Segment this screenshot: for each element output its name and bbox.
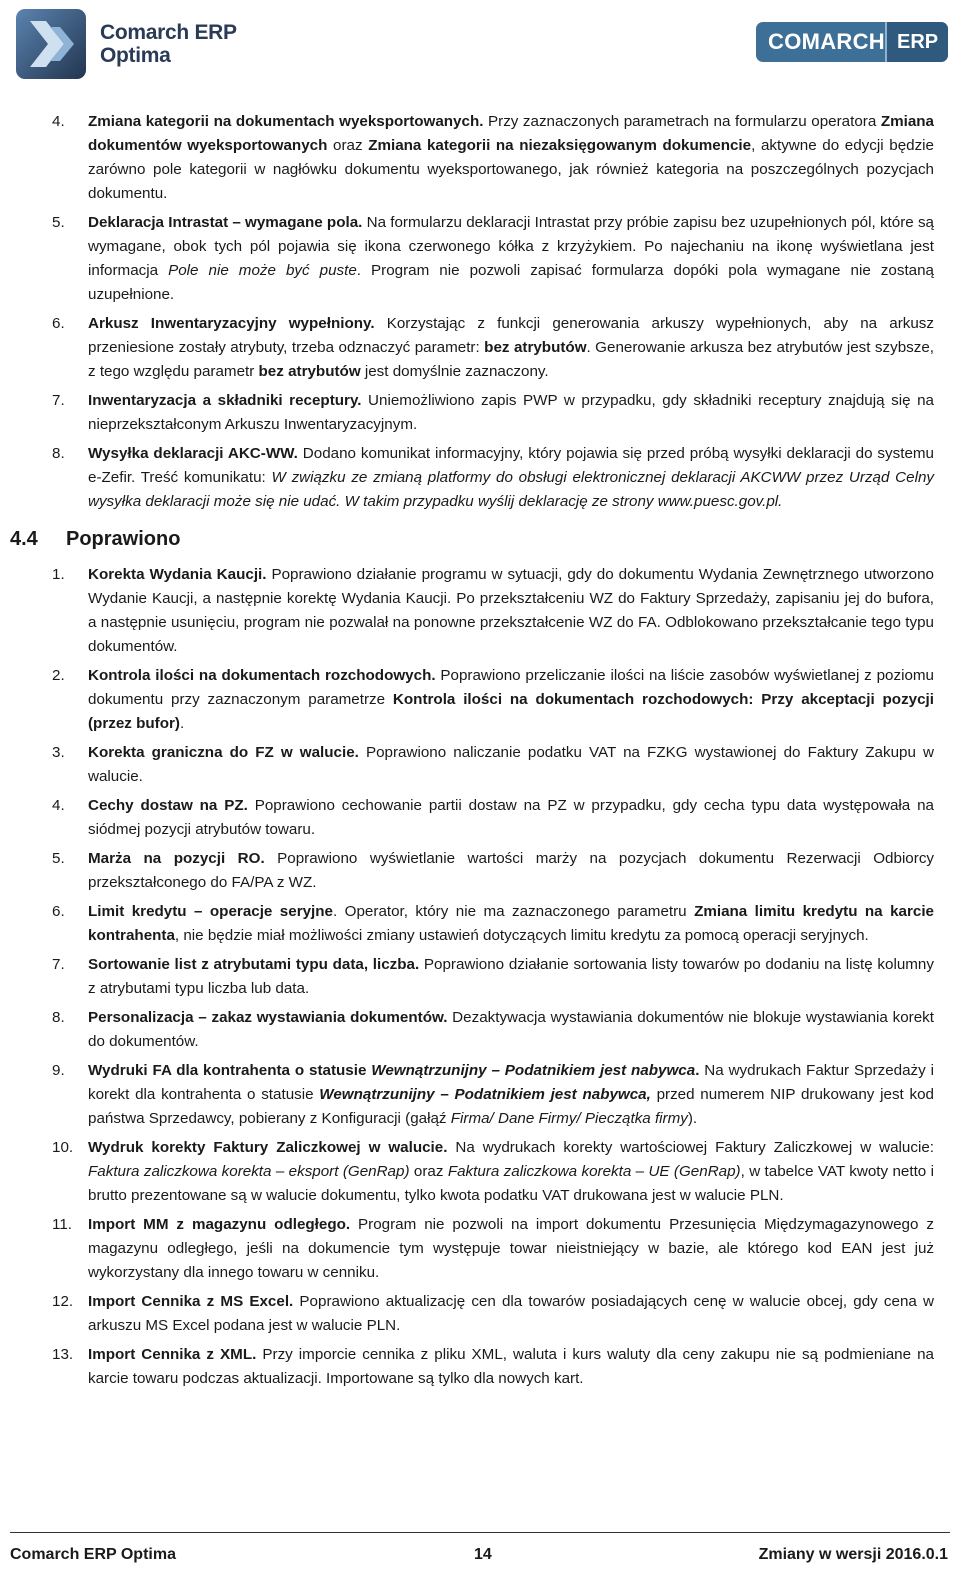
list-item — [0, 794, 960, 842]
item-emphasis: Import MM z magazynu odległego. — [88, 1216, 351, 1233]
list-item-number: 4. — [52, 113, 65, 130]
item-text: Poprawiono działanie sortowania listy towarów po dodaniu na listę kolumny z atrybutami typu liczba lub data. — [88, 956, 934, 997]
list-item-number: 5. — [52, 214, 65, 231]
item-text: , nie będzie miał możliwości zmiany ustawień dotyczących limitu kredytu za pomocą operacji seryjnych. — [174, 927, 869, 944]
item-emphasis: Korekta graniczna do FZ w walucie. — [88, 744, 359, 761]
list-item — [0, 1136, 960, 1208]
item-emphasis: Zmiana limitu kredytu na karcie kontrahenta — [88, 903, 934, 944]
item-text: . Operator, który nie ma zaznaczonego parametru — [333, 903, 695, 920]
item-emphasis: Kontrola ilości na dokumentach rozchodowych. — [88, 667, 436, 684]
list-item — [0, 1059, 960, 1131]
item-emphasis: Firma/ Dane Firmy/ Pieczątka firmy — [450, 1110, 688, 1127]
item-emphasis: Zmiana dokumentów wyeksportowanych — [88, 113, 934, 154]
footer-product-name: Comarch ERP Optima — [10, 1546, 176, 1563]
item-text: Poprawiono działanie programu w sytuacji, gdy do dokumentu Wydania Zewnętrznego utworzono Wydanie Kaucji, a następnie korektę Wydania Kaucji. Po przekształceniu WZ do Faktury Sprzedaży, zapisaniu jej do bufora, a następnie usunięciu, program nie pozwalał na ponowne przekształcenie WZ do FA. Odblokowano przekształcanie tego typu dokumentów. — [88, 566, 934, 655]
list-item — [0, 1006, 960, 1054]
item-emphasis: Wewnątrzunijny – Podatnikiem jest nabywca — [371, 1062, 696, 1079]
item-emphasis: Personalizacja – zakaz wystawiania dokumentów. — [88, 1009, 448, 1026]
erp-logo-text: ERP — [885, 22, 948, 62]
item-emphasis: Faktura zaliczkowa korekta – eksport (GenRap) — [88, 1163, 410, 1180]
list-item — [0, 900, 960, 948]
list-item-number: 9. — [52, 1062, 65, 1079]
list-item-number: 4. — [52, 797, 65, 814]
list-item-number: 10. — [52, 1139, 74, 1156]
page-footer — [0, 1532, 960, 1583]
item-emphasis: Wydruki FA dla kontrahenta o statusie — [88, 1062, 372, 1079]
item-emphasis: Wydruk korekty Faktury Zaliczkowej w walucie. — [88, 1139, 448, 1156]
item-text: . Program nie pozwoli zapisać formularza dopóki pola wymagane nie zostaną uzupełnione. — [88, 262, 935, 303]
list-item-number: 2. — [52, 667, 65, 684]
list-item — [0, 953, 960, 1001]
item-emphasis: Faktura zaliczkowa korekta – UE (GenRap) — [447, 1163, 741, 1180]
comarch-logo-text: COMARCH — [768, 29, 885, 54]
item-text: Poprawiono wyświetlanie wartości marży na pozycjach dokumentu Rezerwacji Odbiorcy przekształconego do FA/PA z WZ. — [88, 850, 935, 891]
list-item-number: 3. — [52, 744, 65, 761]
item-text: , aktywne do edycji będzie zarówno pole kategorii w nagłówku dokumentu wyeksportowanego, jak również kategoria na poszczególnych pozycjach dokumentu. — [88, 137, 935, 202]
item-text: . Generowanie arkusza bez atrybutów jest szybsze, z tego względu parametr — [88, 339, 935, 380]
item-text: Dezaktywacja wystawiania dokumentów nie blokuje wystawiania korekt do dokumentów. — [88, 1009, 934, 1050]
footer-version: Zmiany w wersji 2016.0.1 — [758, 1546, 948, 1563]
list-item — [0, 389, 960, 437]
list-item — [0, 312, 960, 384]
list-item-number: 5. — [52, 850, 65, 867]
list-item — [0, 563, 960, 659]
item-text: Poprawiono naliczanie podatku VAT na FZKG wystawionej do Faktury Zakupu w walucie. — [88, 744, 934, 785]
list-item-number: 13. — [52, 1346, 74, 1363]
section-number: 4.4 — [10, 528, 38, 550]
item-text: Przy imporcie cennika z pliku XML, waluta i kurs waluty dla ceny zakupu nie są podmieniane na karcie towaru podczas aktualizacji. Importowane są tylko dla nowych kart. — [88, 1346, 935, 1387]
item-text: Na wydrukach Faktur Sprzedaży i korekt dla kontrahenta o statusie — [88, 1062, 934, 1103]
list-item — [0, 847, 960, 895]
item-text: Uniemożliwiono zapis PWP w przypadku, gdy składniki receptury znajdują się na nieprzekształconym Arkuszu Inwentaryzacyjnym. — [88, 392, 934, 433]
item-emphasis: Cechy dostaw na PZ. — [88, 797, 248, 814]
document-body — [0, 110, 960, 1396]
list-item — [0, 110, 960, 206]
item-emphasis: Import Cennika z MS Excel. — [88, 1293, 294, 1310]
footer-divider — [10, 1532, 950, 1533]
item-text: oraz — [327, 137, 369, 154]
list-item — [0, 442, 960, 514]
optima-logo-icon — [16, 9, 86, 79]
item-text: Na formularzu deklaracji Intrastat przy próbie zapisu bez uzupełnionych pól, które są wymagane, obok tych pól pojawia się ikona czerwonego kółka z krzyżykiem. Po najechaniu na ikonę wyświetlana jest informacja — [88, 214, 934, 279]
item-emphasis: Kontrola ilości na dokumentach rozchodowych: Przy akceptacji pozycji (przez bufor) — [88, 691, 934, 732]
item-text: Program nie pozwoli na import dokumentu Przesunięcia Międzymagazynowego z magazynu odległego, jeśli na dokumencie tym występuje towar nieistniejący w bazie, ale którego kod EAN jest już wykorzystany dla innego towaru w cenniku. — [88, 1216, 934, 1281]
item-text: , w tabelce VAT kwoty netto i brutto prezentowane są w walucie dokumentu, tylko kwota podatku VAT drukowana jest w walucie PLN. — [88, 1163, 934, 1204]
item-emphasis: Sortowanie list z atrybutami typu data, liczba. — [88, 956, 420, 973]
list-item-number: 8. — [52, 1009, 65, 1026]
logo-text-line2: Optima — [100, 44, 171, 67]
item-text: Przy zaznaczonych parametrach na formularzu operatora — [483, 113, 881, 130]
list-item — [0, 1343, 960, 1391]
item-text: ). — [687, 1110, 698, 1127]
list-item — [0, 1290, 960, 1338]
item-text: jest domyślnie zaznaczony. — [360, 363, 549, 380]
section-title: Poprawiono — [66, 528, 181, 550]
list-item — [0, 741, 960, 789]
item-text: przed numerem NIP drukowany jest kod państwa Sprzedawcy, pobierany z Konfiguracji (gałąź — [88, 1086, 934, 1127]
list-item — [0, 664, 960, 736]
section-heading — [10, 528, 960, 551]
logo-text-line1: Comarch ERP — [100, 21, 237, 44]
item-emphasis: Wysyłka deklaracji AKC-WW. — [88, 445, 298, 462]
item-text: Dodano komunikat informacyjny, który pojawia się przed próbą wysyłki deklaracji do systemu e-Zefir. Treść komunikatu: — [88, 445, 934, 486]
list-item-number: 7. — [52, 392, 65, 409]
item-text: oraz — [409, 1163, 448, 1180]
item-emphasis: Limit kredytu – operacje seryjne — [88, 903, 334, 920]
item-emphasis: Inwentaryzacja a składniki receptury. — [88, 392, 362, 409]
page-header — [0, 0, 960, 90]
comarch-erp-logo — [756, 22, 948, 62]
item-emphasis: Wewnątrzunijny – Podatnikiem jest nabywca, — [319, 1086, 651, 1103]
list-item-number: 1. — [52, 566, 65, 583]
item-emphasis: Import Cennika z XML. — [88, 1346, 257, 1363]
item-emphasis: bez atrybutów — [484, 339, 587, 356]
list-item-number: 8. — [52, 445, 65, 462]
list-item — [0, 211, 960, 307]
item-emphasis: . — [695, 1062, 700, 1079]
list-item-number: 7. — [52, 956, 65, 973]
item-text: Poprawiono aktualizację cen dla towarów posiadających cenę w walucie obcej, gdy cena w arkuszu MS Excel podana jest w walucie PLN. — [88, 1293, 934, 1334]
item-text: Korzystając z funkcji generowania arkuszy wypełnionych, aby na arkusz przeniesione zostały atrybuty, trzeba odznaczyć parametr: — [88, 315, 934, 356]
item-text: Poprawiono cechowanie partii dostaw na PZ w przypadku, gdy cecha typu data występowała na siódmej pozycji atrybutów towaru. — [88, 797, 935, 838]
changes-list — [0, 110, 960, 514]
fixes-list — [0, 563, 960, 1391]
item-emphasis: Deklaracja Intrastat – wymagane pola. — [88, 214, 363, 231]
item-emphasis: W związku ze zmianą platformy do obsługi elektronicznej deklaracji AKCWW przez Urząd Celny wysyłka deklaracji może się nie udać. W takim przypadku wyślij deklarację ze strony www.puesc.gov.pl. — [88, 469, 935, 510]
item-text: Na wydrukach korekty wartościowej Faktury Zaliczkowej w walucie: — [447, 1139, 934, 1156]
item-emphasis: Zmiana kategorii na dokumentach wyeksportowanych. — [88, 113, 484, 130]
list-item-number: 6. — [52, 315, 65, 332]
item-emphasis: Korekta Wydania Kaucji. — [88, 566, 267, 583]
footer-page-number: 14 — [474, 1546, 492, 1563]
item-emphasis: Zmiana kategorii na niezaksięgowanym dokumencie — [368, 137, 752, 154]
item-text: . — [179, 715, 185, 732]
item-emphasis: Arkusz Inwentaryzacyjny wypełniony. — [88, 315, 375, 332]
item-emphasis: bez atrybutów — [258, 363, 361, 380]
comarch-erp-optima-logo — [16, 8, 246, 80]
item-emphasis: Pole nie może być puste — [168, 262, 357, 279]
list-item — [0, 1213, 960, 1285]
list-item-number: 11. — [52, 1216, 72, 1233]
list-item-number: 12. — [52, 1293, 74, 1310]
item-emphasis: Marża na pozycji RO. — [88, 850, 265, 867]
list-item-number: 6. — [52, 903, 65, 920]
item-text: Poprawiono przeliczanie ilości na liście zasobów wyświetlanej z poziomu dokumentu przy zaznaczonym parametrze — [88, 667, 934, 708]
